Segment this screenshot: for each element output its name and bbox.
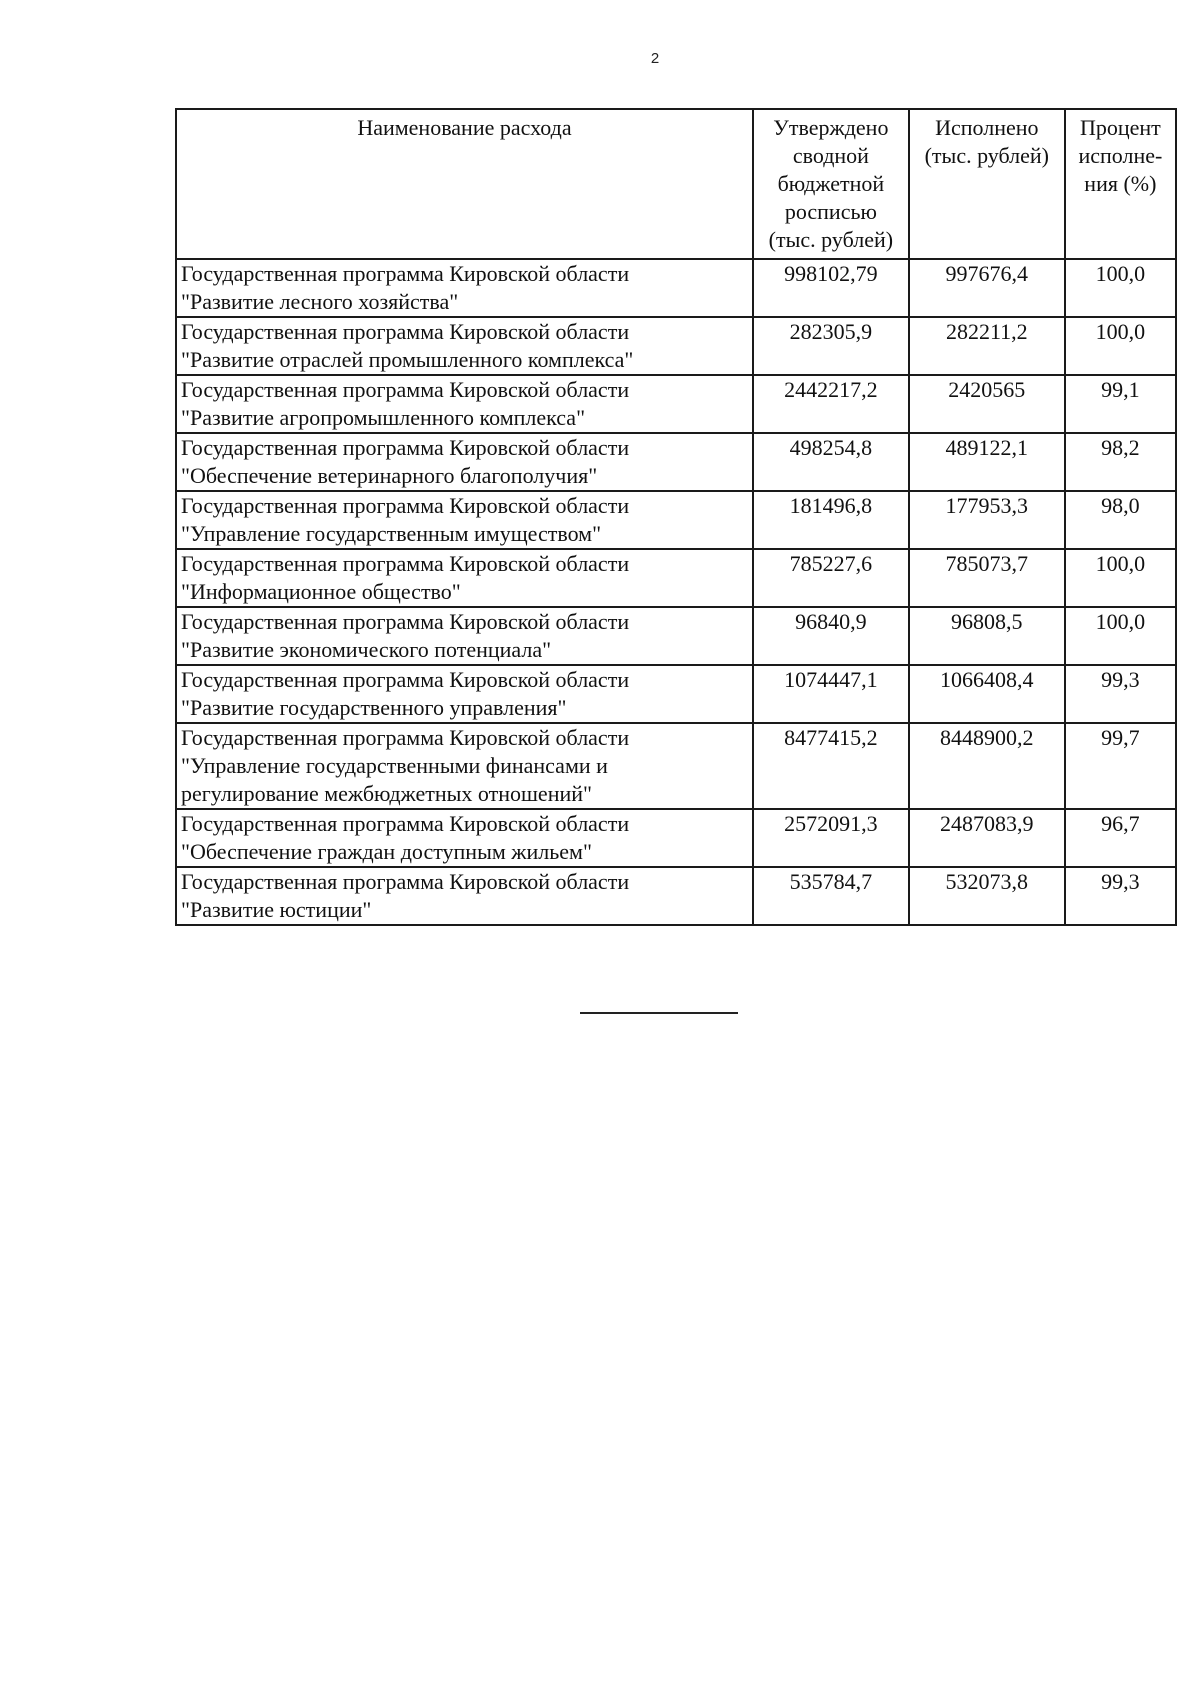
table-row	[176, 259, 1176, 317]
approved-cell: 535784,7	[753, 867, 909, 925]
percent-cell: 100,0	[1065, 549, 1176, 607]
executed-cell: 2487083,9	[909, 809, 1065, 867]
expense-name-line: Государственная программа Кировской области	[181, 869, 630, 894]
executed-cell: 8448900,2	[909, 723, 1065, 809]
expense-name-cell	[176, 723, 753, 809]
expense-name-cell	[176, 867, 753, 925]
percent-cell: 98,2	[1065, 433, 1176, 491]
percent-cell: 100,0	[1065, 607, 1176, 665]
expense-name-cell	[176, 491, 753, 549]
expense-name-line: Государственная программа Кировской области	[181, 377, 630, 402]
table-row	[176, 491, 1176, 549]
percent-cell: 100,0	[1065, 259, 1176, 317]
approved-cell: 498254,8	[753, 433, 909, 491]
expense-name-line: Государственная программа Кировской области	[181, 725, 630, 750]
header-approved-line: бюджетной	[777, 171, 885, 196]
expense-name-cell	[176, 317, 753, 375]
header-name-label: Наименование расхода	[357, 115, 572, 140]
approved-cell: 1074447,1	[753, 665, 909, 723]
approved-cell: 8477415,2	[753, 723, 909, 809]
percent-cell: 99,3	[1065, 665, 1176, 723]
header-approved-line: сводной	[792, 143, 869, 168]
expense-name-line: "Управление государственными финансами и	[181, 753, 608, 778]
header-executed	[909, 109, 1065, 259]
header-percent-line: исполне-	[1078, 143, 1163, 168]
closing-divider	[580, 1012, 738, 1014]
executed-cell: 96808,5	[909, 607, 1065, 665]
table-header	[176, 109, 1176, 259]
expense-name-cell	[176, 259, 753, 317]
expense-name-line: "Развитие отраслей промышленного комплекса"	[181, 347, 634, 372]
table-row	[176, 867, 1176, 925]
executed-cell: 282211,2	[909, 317, 1065, 375]
executed-cell: 2420565	[909, 375, 1065, 433]
header-row	[176, 109, 1176, 259]
expense-name-line: Государственная программа Кировской области	[181, 551, 630, 576]
expense-name-cell	[176, 433, 753, 491]
table-row	[176, 809, 1176, 867]
expense-name-cell	[176, 549, 753, 607]
table-row	[176, 433, 1176, 491]
header-approved-line: Утверждено	[773, 115, 889, 140]
table-row	[176, 317, 1176, 375]
expense-name-line: Государственная программа Кировской области	[181, 493, 630, 518]
expense-name-cell	[176, 375, 753, 433]
approved-cell: 96840,9	[753, 607, 909, 665]
percent-cell: 99,1	[1065, 375, 1176, 433]
expense-name-line: "Развитие государственного управления"	[181, 695, 567, 720]
expense-name-line: "Информационное общество"	[181, 579, 461, 604]
header-name	[176, 109, 753, 259]
expense-name-line: "Обеспечение ветеринарного благополучия"	[181, 463, 598, 488]
percent-cell: 100,0	[1065, 317, 1176, 375]
expense-name-line: "Развитие лесного хозяйства"	[181, 289, 459, 314]
expense-name-line: "Обеспечение граждан доступным жильем"	[181, 839, 592, 864]
expense-name-line: Государственная программа Кировской области	[181, 319, 630, 344]
executed-cell: 532073,8	[909, 867, 1065, 925]
header-approved-line: (тыс. рублей)	[768, 227, 894, 252]
approved-cell: 2442217,2	[753, 375, 909, 433]
page-number: 2	[650, 50, 660, 67]
budget-execution-table	[175, 108, 1177, 926]
executed-cell: 177953,3	[909, 491, 1065, 549]
header-percent-line: ния (%)	[1084, 171, 1157, 196]
expense-name-line: регулирование межбюджетных отношений"	[181, 781, 592, 806]
executed-cell: 997676,4	[909, 259, 1065, 317]
header-executed-line: Исполнено	[935, 115, 1039, 140]
expense-name-cell	[176, 665, 753, 723]
expense-name-cell	[176, 809, 753, 867]
expense-name-line: "Управление государственным имуществом"	[181, 521, 602, 546]
approved-cell: 785227,6	[753, 549, 909, 607]
expense-name-cell	[176, 607, 753, 665]
header-percent	[1065, 109, 1176, 259]
expense-name-line: Государственная программа Кировской области	[181, 811, 630, 836]
expense-name-line: Государственная программа Кировской области	[181, 435, 630, 460]
header-percent-line: Процент	[1079, 115, 1161, 140]
expense-name-line: "Развитие агропромышленного комплекса"	[181, 405, 586, 430]
percent-cell: 98,0	[1065, 491, 1176, 549]
expense-name-line: "Развитие экономического потенциала"	[181, 637, 552, 662]
table-row	[176, 665, 1176, 723]
table-row	[176, 607, 1176, 665]
header-approved-line: росписью	[784, 199, 877, 224]
approved-cell: 181496,8	[753, 491, 909, 549]
expense-name-line: Государственная программа Кировской области	[181, 261, 630, 286]
expense-name-line: Государственная программа Кировской области	[181, 609, 630, 634]
executed-cell: 489122,1	[909, 433, 1065, 491]
expense-name-line: Государственная программа Кировской области	[181, 667, 630, 692]
percent-cell: 99,7	[1065, 723, 1176, 809]
approved-cell: 282305,9	[753, 317, 909, 375]
table-body	[176, 259, 1176, 925]
executed-cell: 785073,7	[909, 549, 1065, 607]
executed-cell: 1066408,4	[909, 665, 1065, 723]
approved-cell: 998102,79	[753, 259, 909, 317]
header-approved	[753, 109, 909, 259]
percent-cell: 99,3	[1065, 867, 1176, 925]
expense-name-line: "Развитие юстиции"	[181, 897, 372, 922]
header-executed-line: (тыс. рублей)	[924, 143, 1049, 168]
percent-cell: 96,7	[1065, 809, 1176, 867]
table-row	[176, 723, 1176, 809]
approved-cell: 2572091,3	[753, 809, 909, 867]
table-row	[176, 549, 1176, 607]
table-row	[176, 375, 1176, 433]
